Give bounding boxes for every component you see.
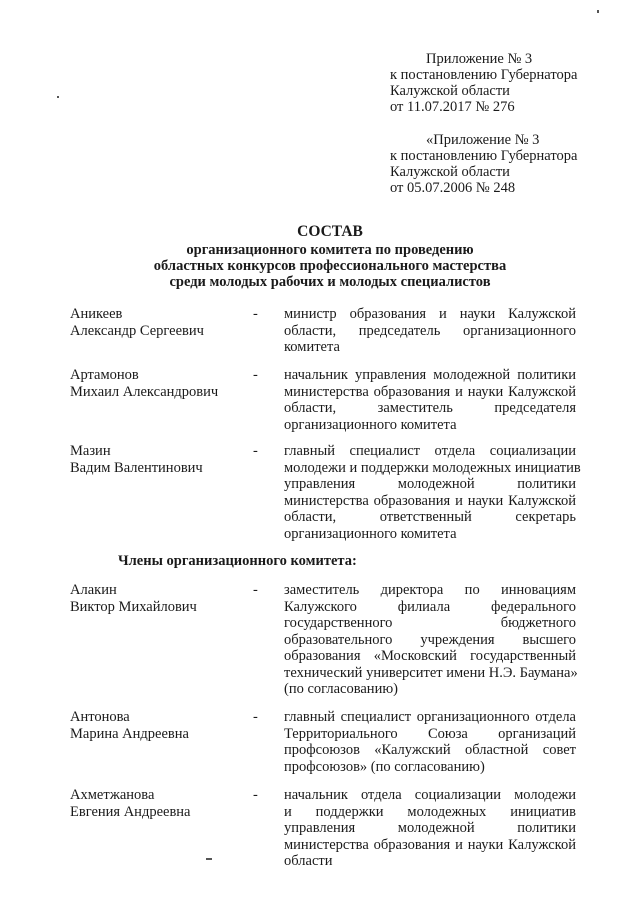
- title-line: организационного комитета по проведению: [186, 242, 474, 258]
- person-name: [70, 306, 250, 339]
- annex-current-line: к постановлению Губернатора: [390, 67, 578, 83]
- person-name: [70, 367, 250, 400]
- role-line: Калужского филиала федерального: [284, 598, 576, 615]
- role-line: главный специалист отдела социализации: [284, 443, 576, 459]
- person-role: [284, 582, 576, 698]
- person-name: [70, 582, 250, 615]
- person-surname: Мазин: [70, 443, 111, 459]
- scan-speck: [57, 96, 59, 98]
- role-line: профсоюзов» (по согласованию): [284, 758, 485, 775]
- annex-original-line: от 05.07.2006 № 248: [390, 180, 516, 196]
- person-given-names: Александр Сергеевич: [70, 322, 204, 339]
- person-given-names: Евгения Андреевна: [70, 803, 191, 820]
- role-line: молодежи и поддержки молодежных инициатив: [284, 459, 581, 476]
- annex-original-line: Калужской области: [390, 164, 510, 180]
- role-line: управления молодежной политики: [284, 476, 576, 492]
- dash-separator: -: [253, 306, 258, 322]
- annex-original-line: к постановлению Губернатора: [390, 148, 578, 164]
- annex-original-line: «Приложение № 3: [426, 132, 540, 148]
- role-line: государственного бюджетного: [284, 615, 576, 631]
- role-line: и поддержки молодежных инициатив: [284, 803, 576, 820]
- role-line: министерства образования и науки Калужской: [284, 836, 576, 853]
- role-line: заместитель директора по инновациям: [284, 582, 576, 598]
- scan-speck: [206, 858, 212, 860]
- person-role: [284, 709, 576, 775]
- title-line: областных конкурсов профессионального мастерства: [153, 258, 507, 274]
- person-given-names: Вадим Валентинович: [70, 459, 203, 476]
- role-line: образования «Московский государственный: [284, 648, 576, 664]
- dash-separator: -: [253, 582, 258, 598]
- person-role: [284, 443, 581, 542]
- annex-current-line: от 11.07.2017 № 276: [390, 99, 515, 115]
- role-line: области, председатель организационного: [284, 322, 576, 339]
- scan-speck: [597, 10, 599, 13]
- document-title: [100, 223, 560, 290]
- role-line: области: [284, 853, 333, 869]
- role-line: организационного комитета: [284, 525, 457, 542]
- role-line: Территориального Союза организаций: [284, 725, 576, 742]
- person-given-names: Марина Андреевна: [70, 725, 189, 742]
- person-surname: Ахметжанова: [70, 787, 155, 803]
- role-line: министр образования и науки Калужской: [284, 306, 576, 322]
- role-line: управления молодежной политики: [284, 820, 576, 836]
- annex-current-line: Приложение № 3: [426, 51, 533, 67]
- role-line: области, заместитель председателя: [284, 400, 576, 416]
- person-given-names: Михаил Александрович: [70, 383, 219, 400]
- person-role: [284, 306, 576, 356]
- role-line: начальник отдела социализации молодежи: [284, 787, 576, 803]
- person-surname: Антонова: [70, 709, 130, 725]
- person-name: [70, 443, 250, 476]
- annex-current-line: Калужской области: [390, 83, 510, 99]
- role-line: начальник управления молодежной политики: [284, 367, 576, 383]
- title-line: среди молодых рабочих и молодых специалистов: [169, 274, 491, 290]
- members-heading: Члены организационного комитета:: [118, 553, 357, 569]
- person-surname: Артамонов: [70, 367, 139, 383]
- person-role: [284, 367, 576, 433]
- role-line: комитета: [284, 339, 340, 355]
- role-line: организационного комитета: [284, 416, 457, 433]
- role-line: (по согласованию): [284, 681, 398, 697]
- dash-separator: -: [253, 787, 258, 803]
- role-line: министерства образования и науки Калужской: [284, 492, 576, 509]
- dash-separator: -: [253, 443, 258, 459]
- role-line: профсоюзов «Калужский областной совет: [284, 742, 576, 758]
- role-line: министерства образования и науки Калужской: [284, 383, 576, 400]
- person-surname: Алакин: [70, 582, 117, 598]
- person-surname: Аникеев: [70, 306, 123, 322]
- role-line: области, ответственный секретарь: [284, 509, 576, 525]
- person-role: [284, 787, 576, 870]
- person-name: [70, 709, 250, 742]
- annex-original-header: [390, 132, 577, 196]
- role-line: образовательного учреждения высшего: [284, 631, 576, 648]
- dash-separator: -: [253, 367, 258, 383]
- person-name: [70, 787, 250, 820]
- person-given-names: Виктор Михайлович: [70, 598, 197, 615]
- annex-current-header: [390, 51, 577, 115]
- role-line: главный специалист организационного отдела: [284, 709, 576, 725]
- role-line: технический университет имени Н.Э. Баумана»: [284, 664, 578, 681]
- dash-separator: -: [253, 709, 258, 725]
- title-main: СОСТАВ: [297, 223, 363, 240]
